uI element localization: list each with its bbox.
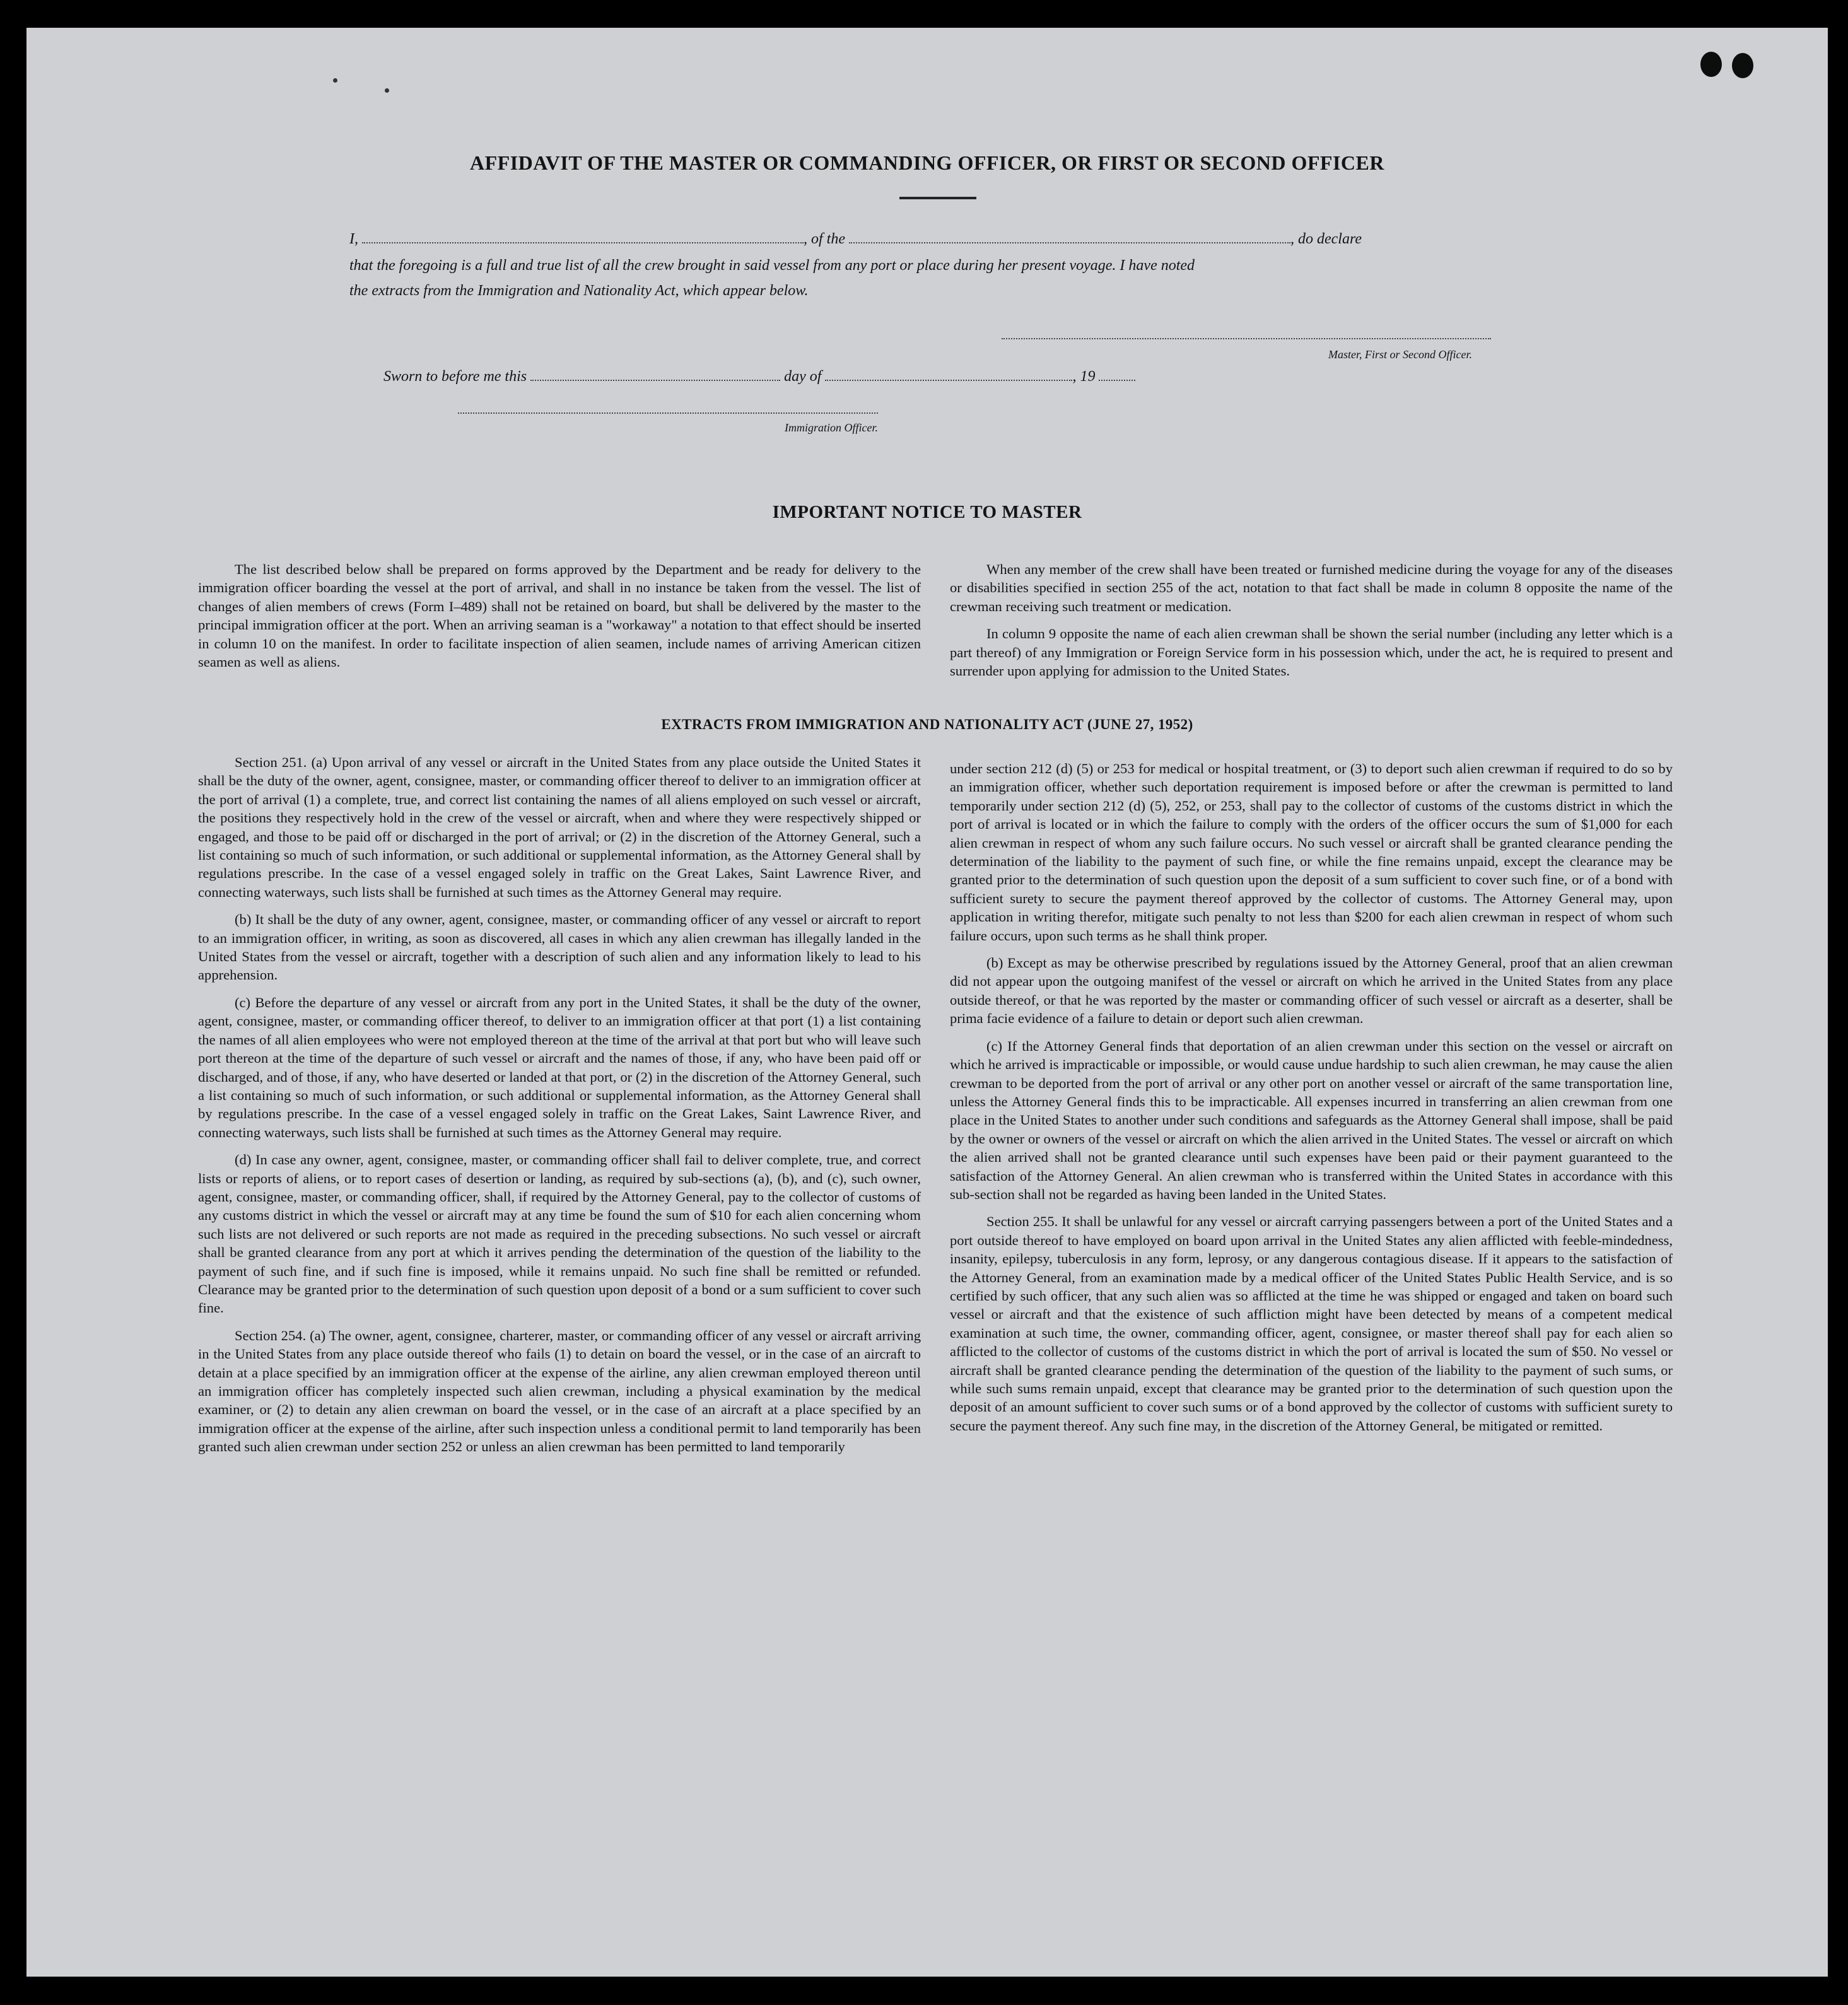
section-251-a: Section 251. (a) Upon arrival of any vessel or aircraft in the United States from any place outside the United States it shall be the duty of the owner, agent, consignee, master, or commanding officer thereof to deliver to an immigration officer at the port of arrival (1) a complete, true, and correct list containing the names of all aliens employed on such vessel or aircraft, the positions they respectively hold in the crew of the vessel or aircraft, when and where they were respectively shipped or engaged, and those to be paid off or discharged in the port of arrival; or (2) in the discretion of the Attorney General, such a list containing so much of such information, or such additional or supplemental information, as the Attorney General shall by regulations prescribe. In the case of a vessel engaged solely in traffic on the Great Lakes, Saint Lawrence River, and connecting waterways, such lists shall be furnished at such times as the Attorney General may require. (198, 754, 921, 900)
section-254-a-continued: under section 212 (d) (5) or 253 for medical or hospital treatment, or (3) to deport such alien crewman if required to do so by an immigration officer, whether such deportation requirement is imposed before or after the crewman is permitted to land temporarily under section 212 (d) (5), 252, or 253, shall pay to the collector of customs of the customs district in which the port of arrival is located or in which the failure to comply with the orders of the officer occurs the sum of $1,000 for each alien crewman in respect of whom any such failure occurs. No such vessel or aircraft shall be granted clearance pending the determination of the liability to the payment of such fine, or while the fine remains unpaid, except the clearance may be granted prior to the determination of such question upon the deposit of a sum sufficient to cover such fine, or of a bond with sufficient surety to secure the payment thereof approved by the collector of customs. The Attorney General may, upon application in writing therefor, mitigate such penalty to not less than $200 for each alien crewman in respect of whom such failure occurs, upon such terms as he shall think proper. (950, 761, 1673, 944)
declare-i: I, (349, 231, 358, 247)
punch-hole (1700, 52, 1722, 77)
speck (333, 78, 337, 83)
sworn-line (383, 368, 1135, 385)
sworn-prefix: Sworn to before me this (383, 368, 527, 385)
declaration-line-3: the extracts from the Immigration and Nationality Act, which appear below. (349, 283, 809, 299)
affidavit-title: AFFIDAVIT OF THE MASTER OR COMMANDING OFFICER, OR FIRST OR SECOND OFFICER (470, 151, 1384, 174)
declare-of-the: , of the (804, 231, 845, 247)
extracts-title: EXTRACTS FROM IMMIGRATION AND NATIONALITY ACT (JUNE 27, 1952) (661, 716, 1193, 732)
notice-paragraph: The list described below shall be prepared on forms approved by the Department and be ready for delivery to the immigration officer boarding the vessel at the port of arrival, and shall in no instance be taken from the vessel. The list of changes of alien members of crews (Form I–489) shall not be retained on board, but shall be delivered by the master to the principal immigration officer at the port. When an arriving seaman is a "workaway" a notation to that effect should be inserted in column 10 on the manifest. In order to facilitate inspection of alien seamen, include names of arriving American citizen seamen as well as aliens. (198, 561, 921, 670)
sworn-year-label: , 19 (1072, 368, 1096, 385)
section-254-b: (b) Except as may be otherwise prescribed by regulations issued by the Attorney General, proof that an alien crewman did not appear upon the outgoing manifest of the vessel or aircraft on which he arrived in the United States from any place outside thereof, or that he was reported by the master or commanding officer of such vessel or aircraft as a deserter, shall be prima facie evidence of a failure to detain or deport such alien crewman. (950, 955, 1673, 1027)
section-254-a: Section 254. (a) The owner, agent, consignee, charterer, master, or commanding officer of any vessel or aircraft arriving in the United States from any place outside thereof who fails (1) to detain on board the vessel, or in the case of an aircraft to detain at a place specified by an immigration officer at the expense of the airline, any alien crewman employed thereon until an immigration officer has completely inspected such alien crewman, including a physical examination by the medical examiner, or (2) to detain any alien crewman on board the vessel, or in the case of an aircraft at a place specified by an immigration officer at the expense of the airline, after such inspection unless a conditional permit to land temporarily has been granted such alien crewman under section 252 or unless an alien crewman has been permitted to land temporarily (198, 1327, 921, 1455)
immigration-officer-caption: Immigration Officer. (785, 421, 878, 434)
sworn-year-blank[interactable] (1099, 368, 1135, 381)
act-left-column (198, 753, 921, 1456)
sworn-day-blank[interactable] (530, 368, 780, 381)
act-right-column (950, 759, 1673, 1435)
sworn-month-blank[interactable] (825, 368, 1072, 381)
master-signature-line[interactable] (1002, 338, 1491, 339)
declaration-line-1 (349, 231, 1516, 248)
notice-title: IMPORTANT NOTICE TO MASTER (772, 502, 1082, 522)
section-251-c: (c) Before the departure of any vessel or aircraft from any port in the United States, it shall be the duty of the owner, agent, consignee, master, or commanding officer thereof, to deliver to an immigration officer at that port (1) a list containing the names of all alien employees who were not employed thereon at the time of the arrival at that port but who will leave such port thereon at the time of the departure of such vessel or aircraft and the names of those, if any, who have been paid off or discharged, and of those, if any, who have deserted or landed at that port, or (2) in the discretion of the Attorney General, such a list containing so much of such information, or such additional or supplemental information, as the Attorney General shall by regulations prescribe. In the case of a vessel engaged solely in traffic on the Great Lakes, Saint Lawrence River, and connecting waterways, such lists shall be furnished at such times as the Attorney General may require. (198, 994, 921, 1140)
master-signature-caption: Master, First or Second Officer. (1328, 348, 1472, 361)
speck (385, 88, 389, 93)
declare-end: , do declare (1290, 231, 1362, 247)
declaration-line-2: that the foregoing is a full and true list of all the crew brought in said vessel from any port or place during her present voyage. I have noted (349, 257, 1195, 274)
notice-right-column (950, 560, 1673, 680)
notice-left-column (198, 560, 921, 671)
notice-paragraph: In column 9 opposite the name of each alien crewman shall be shown the serial number (including any letter which is a part thereof) of any Immigration or Foreign Service form in his possession which, under the act, he is required to present and surrender upon applying for admission to the United States. (950, 626, 1673, 679)
section-251-b: (b) It shall be the duty of any owner, agent, consignee, master, or commanding officer of any vessel or aircraft to report to an immigration officer, in writing, as soon as discovered, all cases in which any alien crewman has illegally landed in the United States from the vessel or aircraft, together with a description of such alien and any information likely to lead to his apprehension. (198, 911, 921, 983)
notice-paragraph: When any member of the crew shall have been treated or furnished medicine during the voyage for any of the diseases or disabilities specified in section 255 of the act, notation to that fact shall be made in column 8 opposite the name of the crewman receiving such treatment or medication. (950, 561, 1673, 614)
title-rule (899, 197, 976, 199)
name-blank[interactable] (362, 231, 804, 243)
section-255: Section 255. It shall be unlawful for any vessel or aircraft carrying passengers between a port of the United States and a port outside thereof to have employed on board upon arrival in the United States any alien afflicted with feeble-mindedness, insanity, epilepsy, tuberculosis in any form, leprosy, or any dangerous contagious disease. If it appears to the satisfaction of the Attorney General, from an examination made by a medical officer of the United States Public Health Service, and is so certified by such officer, that any such alien was so afflicted at the time he was shipped or engaged and taken on board such vessel or aircraft and that the existence of such affliction might have been detected by means of a competent medical examination at such time, the owner, commanding officer, agent, consignee, or master thereof shall pay for each alien so afflicted to the collector of customs of the customs district in which the port of arrival is located the sum of $50. No vessel or aircraft shall be granted clearance pending the determination of the question of the liability to the payment of such sums, or while such sums remain unpaid, except that clearance may be granted prior to the determination of such question upon the deposit of an amount sufficient to cover such sums or of a bond approved by the collector of customs with sufficient surety to secure the payment thereof. Any such fine may, in the discretion of the Attorney General, be mitigated or remitted. (950, 1213, 1673, 1434)
vessel-blank[interactable] (849, 231, 1290, 243)
document-page (26, 28, 1828, 1977)
punch-hole (1732, 53, 1753, 78)
immigration-officer-signature-line[interactable] (458, 412, 878, 414)
section-251-d: (d) In case any owner, agent, consignee, master, or commanding officer shall fail to deliver complete, true, and correct lists or reports of aliens, or to report cases of desertion or landing, as required by sub-sections (a), (b), and (c), such owner, agent, consignee, master, or commanding officer, shall, if required by the Attorney General, pay to the collector of customs of any customs district in which the vessel or aircraft may at any time be found the sum of $10 for each alien concerning whom such lists are not delivered or such reports are not made as required in the preceding subsections. No such vessel or aircraft shall be granted clearance from any port at which it arrives pending the determination of the question of the liability to the payment of such fine, and if such fine is imposed, while it remains unpaid. No such fine shall be remitted or refunded. Clearance may be granted prior to the determination of such question upon deposit of a bond or a sum sufficient to cover such fine. (198, 1152, 921, 1316)
sworn-day-label: day of (784, 368, 822, 385)
section-254-c: (c) If the Attorney General finds that deportation of an alien crewman under this section on the vessel or aircraft on which he arrived is impracticable or impossible, or would cause undue hardship to such alien crewman, he may cause the alien crewman to be deported from the port of arrival or any other port on another vessel or aircraft of the same transportation line, unless the Attorney General finds this to be impracticable. All expenses incurred in transferring an alien crewman from one place in the United States to another under such conditions and safeguards as the Attorney General shall impose, shall be paid by the owner or owners of the vessel or aircraft on which the alien arrived in the United States. The vessel or aircraft on which the alien arrived shall not be granted clearance until such expenses have been paid or their payment guaranteed to the satisfaction of the Attorney General. An alien crewman who is transferred within the United States in accordance with this sub-section shall not be regarded as having been landed in the United States. (950, 1038, 1673, 1202)
